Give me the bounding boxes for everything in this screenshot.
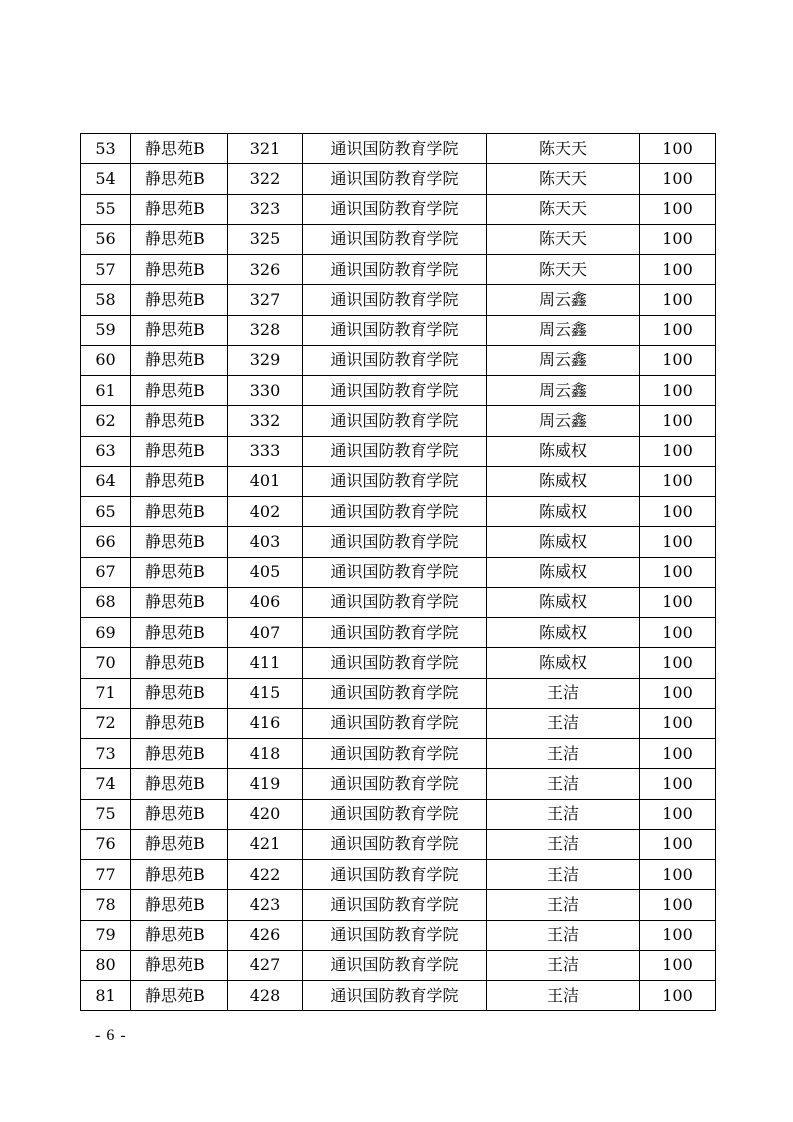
- table-row: [81, 920, 716, 950]
- room-number-cell: 415: [228, 678, 303, 708]
- building-cell: 静思苑B: [131, 950, 228, 980]
- row-number-cell: 60: [81, 345, 131, 375]
- score-cell: 100: [640, 406, 716, 436]
- row-number-cell: 56: [81, 224, 131, 254]
- score-cell: 100: [640, 799, 716, 829]
- responsible-person-cell: 陈威权: [487, 587, 640, 617]
- college-cell: 通识国防教育学院: [303, 618, 487, 648]
- table-row: [81, 799, 716, 829]
- score-cell: 100: [640, 497, 716, 527]
- college-cell: 通识国防教育学院: [303, 981, 487, 1011]
- score-cell: 100: [640, 618, 716, 648]
- room-number-cell: 426: [228, 920, 303, 950]
- table-row: [81, 557, 716, 587]
- row-number-cell: 64: [81, 466, 131, 496]
- table-row: [81, 527, 716, 557]
- college-cell: 通识国防教育学院: [303, 285, 487, 315]
- row-number-cell: 62: [81, 406, 131, 436]
- responsible-person-cell: 周云鑫: [487, 345, 640, 375]
- room-number-cell: 420: [228, 799, 303, 829]
- college-cell: 通识国防教育学院: [303, 345, 487, 375]
- building-cell: 静思苑B: [131, 285, 228, 315]
- building-cell: 静思苑B: [131, 466, 228, 496]
- row-number-cell: 53: [81, 134, 131, 164]
- responsible-person-cell: 陈威权: [487, 497, 640, 527]
- room-number-cell: 419: [228, 769, 303, 799]
- table-row: [81, 829, 716, 859]
- responsible-person-cell: 王洁: [487, 708, 640, 738]
- table-row: [81, 345, 716, 375]
- score-cell: 100: [640, 224, 716, 254]
- row-number-cell: 59: [81, 315, 131, 345]
- room-number-cell: 332: [228, 406, 303, 436]
- building-cell: 静思苑B: [131, 739, 228, 769]
- college-cell: 通识国防教育学院: [303, 134, 487, 164]
- room-number-cell: 326: [228, 255, 303, 285]
- college-cell: 通识国防教育学院: [303, 799, 487, 829]
- responsible-person-cell: 周云鑫: [487, 285, 640, 315]
- score-cell: 100: [640, 739, 716, 769]
- row-number-cell: 73: [81, 739, 131, 769]
- room-number-cell: 418: [228, 739, 303, 769]
- building-cell: 静思苑B: [131, 920, 228, 950]
- table-row: [81, 950, 716, 980]
- room-number-cell: 330: [228, 376, 303, 406]
- score-cell: 100: [640, 678, 716, 708]
- building-cell: 静思苑B: [131, 255, 228, 285]
- college-cell: 通识国防教育学院: [303, 739, 487, 769]
- row-number-cell: 65: [81, 497, 131, 527]
- responsible-person-cell: 陈威权: [487, 436, 640, 466]
- building-cell: 静思苑B: [131, 799, 228, 829]
- college-cell: 通识国防教育学院: [303, 829, 487, 859]
- row-number-cell: 75: [81, 799, 131, 829]
- responsible-person-cell: 王洁: [487, 950, 640, 980]
- room-number-cell: 323: [228, 194, 303, 224]
- row-number-cell: 81: [81, 981, 131, 1011]
- college-cell: 通识国防教育学院: [303, 315, 487, 345]
- college-cell: 通识国防教育学院: [303, 890, 487, 920]
- building-cell: 静思苑B: [131, 769, 228, 799]
- college-cell: 通识国防教育学院: [303, 557, 487, 587]
- row-number-cell: 71: [81, 678, 131, 708]
- responsible-person-cell: 王洁: [487, 739, 640, 769]
- room-number-cell: 325: [228, 224, 303, 254]
- college-cell: 通识国防教育学院: [303, 769, 487, 799]
- row-number-cell: 54: [81, 164, 131, 194]
- college-cell: 通识国防教育学院: [303, 497, 487, 527]
- building-cell: 静思苑B: [131, 860, 228, 890]
- table-row: [81, 497, 716, 527]
- room-number-cell: 403: [228, 527, 303, 557]
- score-cell: 100: [640, 345, 716, 375]
- table-row: [81, 285, 716, 315]
- room-number-cell: 416: [228, 708, 303, 738]
- row-number-cell: 79: [81, 920, 131, 950]
- responsible-person-cell: 陈威权: [487, 618, 640, 648]
- score-cell: 100: [640, 587, 716, 617]
- building-cell: 静思苑B: [131, 315, 228, 345]
- room-number-cell: 406: [228, 587, 303, 617]
- building-cell: 静思苑B: [131, 224, 228, 254]
- responsible-person-cell: 王洁: [487, 981, 640, 1011]
- score-cell: 100: [640, 466, 716, 496]
- responsible-person-cell: 陈天天: [487, 194, 640, 224]
- table-row: [81, 194, 716, 224]
- score-cell: 100: [640, 648, 716, 678]
- college-cell: 通识国防教育学院: [303, 648, 487, 678]
- row-number-cell: 70: [81, 648, 131, 678]
- table-row: [81, 406, 716, 436]
- building-cell: 静思苑B: [131, 890, 228, 920]
- room-number-cell: 422: [228, 860, 303, 890]
- building-cell: 静思苑B: [131, 587, 228, 617]
- responsible-person-cell: 王洁: [487, 799, 640, 829]
- college-cell: 通识国防教育学院: [303, 194, 487, 224]
- row-number-cell: 66: [81, 527, 131, 557]
- score-cell: 100: [640, 920, 716, 950]
- responsible-person-cell: 陈天天: [487, 164, 640, 194]
- row-number-cell: 76: [81, 829, 131, 859]
- row-number-cell: 72: [81, 708, 131, 738]
- building-cell: 静思苑B: [131, 557, 228, 587]
- building-cell: 静思苑B: [131, 194, 228, 224]
- college-cell: 通识国防教育学院: [303, 587, 487, 617]
- college-cell: 通识国防教育学院: [303, 708, 487, 738]
- row-number-cell: 77: [81, 860, 131, 890]
- responsible-person-cell: 周云鑫: [487, 376, 640, 406]
- responsible-person-cell: 王洁: [487, 769, 640, 799]
- score-cell: 100: [640, 890, 716, 920]
- room-number-cell: 427: [228, 950, 303, 980]
- table-row: [81, 739, 716, 769]
- responsible-person-cell: 王洁: [487, 860, 640, 890]
- room-number-cell: 401: [228, 466, 303, 496]
- room-number-cell: 328: [228, 315, 303, 345]
- responsible-person-cell: 陈天天: [487, 134, 640, 164]
- responsible-person-cell: 周云鑫: [487, 315, 640, 345]
- score-cell: 100: [640, 255, 716, 285]
- score-cell: 100: [640, 829, 716, 859]
- responsible-person-cell: 周云鑫: [487, 406, 640, 436]
- dorm-inspection-table: [80, 133, 716, 1011]
- building-cell: 静思苑B: [131, 829, 228, 859]
- college-cell: 通识国防教育学院: [303, 436, 487, 466]
- table-row: [81, 708, 716, 738]
- table-row: [81, 164, 716, 194]
- responsible-person-cell: 王洁: [487, 920, 640, 950]
- table-row: [81, 436, 716, 466]
- college-cell: 通识国防教育学院: [303, 950, 487, 980]
- college-cell: 通识国防教育学院: [303, 466, 487, 496]
- score-cell: 100: [640, 708, 716, 738]
- table-row: [81, 981, 716, 1011]
- room-number-cell: 407: [228, 618, 303, 648]
- room-number-cell: 402: [228, 497, 303, 527]
- college-cell: 通识国防教育学院: [303, 678, 487, 708]
- room-number-cell: 405: [228, 557, 303, 587]
- college-cell: 通识国防教育学院: [303, 224, 487, 254]
- table-row: [81, 890, 716, 920]
- room-number-cell: 321: [228, 134, 303, 164]
- building-cell: 静思苑B: [131, 618, 228, 648]
- score-cell: 100: [640, 194, 716, 224]
- row-number-cell: 74: [81, 769, 131, 799]
- room-number-cell: 327: [228, 285, 303, 315]
- row-number-cell: 80: [81, 950, 131, 980]
- score-cell: 100: [640, 860, 716, 890]
- table-row: [81, 618, 716, 648]
- building-cell: 静思苑B: [131, 376, 228, 406]
- score-cell: 100: [640, 164, 716, 194]
- table-row: [81, 648, 716, 678]
- row-number-cell: 68: [81, 587, 131, 617]
- building-cell: 静思苑B: [131, 678, 228, 708]
- building-cell: 静思苑B: [131, 164, 228, 194]
- score-cell: 100: [640, 950, 716, 980]
- building-cell: 静思苑B: [131, 134, 228, 164]
- building-cell: 静思苑B: [131, 345, 228, 375]
- building-cell: 静思苑B: [131, 981, 228, 1011]
- score-cell: 100: [640, 134, 716, 164]
- room-number-cell: 333: [228, 436, 303, 466]
- college-cell: 通识国防教育学院: [303, 406, 487, 436]
- responsible-person-cell: 王洁: [487, 890, 640, 920]
- responsible-person-cell: 王洁: [487, 829, 640, 859]
- responsible-person-cell: 陈威权: [487, 466, 640, 496]
- table-row: [81, 134, 716, 164]
- score-cell: 100: [640, 285, 716, 315]
- responsible-person-cell: 陈威权: [487, 527, 640, 557]
- building-cell: 静思苑B: [131, 648, 228, 678]
- row-number-cell: 67: [81, 557, 131, 587]
- responsible-person-cell: 陈天天: [487, 224, 640, 254]
- row-number-cell: 63: [81, 436, 131, 466]
- college-cell: 通识国防教育学院: [303, 376, 487, 406]
- building-cell: 静思苑B: [131, 497, 228, 527]
- college-cell: 通识国防教育学院: [303, 920, 487, 950]
- building-cell: 静思苑B: [131, 406, 228, 436]
- score-cell: 100: [640, 436, 716, 466]
- score-cell: 100: [640, 527, 716, 557]
- building-cell: 静思苑B: [131, 436, 228, 466]
- row-number-cell: 69: [81, 618, 131, 648]
- building-cell: 静思苑B: [131, 527, 228, 557]
- table-row: [81, 587, 716, 617]
- table-row: [81, 224, 716, 254]
- room-number-cell: 428: [228, 981, 303, 1011]
- row-number-cell: 55: [81, 194, 131, 224]
- row-number-cell: 61: [81, 376, 131, 406]
- responsible-person-cell: 陈威权: [487, 557, 640, 587]
- room-number-cell: 329: [228, 345, 303, 375]
- table-row: [81, 860, 716, 890]
- table-row: [81, 678, 716, 708]
- college-cell: 通识国防教育学院: [303, 860, 487, 890]
- table-row: [81, 315, 716, 345]
- building-cell: 静思苑B: [131, 708, 228, 738]
- score-cell: 100: [640, 315, 716, 345]
- responsible-person-cell: 陈威权: [487, 648, 640, 678]
- score-cell: 100: [640, 557, 716, 587]
- college-cell: 通识国防教育学院: [303, 255, 487, 285]
- table-row: [81, 466, 716, 496]
- room-number-cell: 421: [228, 829, 303, 859]
- room-number-cell: 411: [228, 648, 303, 678]
- row-number-cell: 57: [81, 255, 131, 285]
- college-cell: 通识国防教育学院: [303, 164, 487, 194]
- room-number-cell: 322: [228, 164, 303, 194]
- college-cell: 通识国防教育学院: [303, 527, 487, 557]
- room-number-cell: 423: [228, 890, 303, 920]
- table-row: [81, 255, 716, 285]
- responsible-person-cell: 陈天天: [487, 255, 640, 285]
- table-row: [81, 376, 716, 406]
- table-row: [81, 769, 716, 799]
- score-cell: 100: [640, 769, 716, 799]
- page-number: - 6 -: [95, 1027, 127, 1044]
- score-cell: 100: [640, 981, 716, 1011]
- table-body: [81, 134, 716, 1011]
- responsible-person-cell: 王洁: [487, 678, 640, 708]
- row-number-cell: 58: [81, 285, 131, 315]
- row-number-cell: 78: [81, 890, 131, 920]
- score-cell: 100: [640, 376, 716, 406]
